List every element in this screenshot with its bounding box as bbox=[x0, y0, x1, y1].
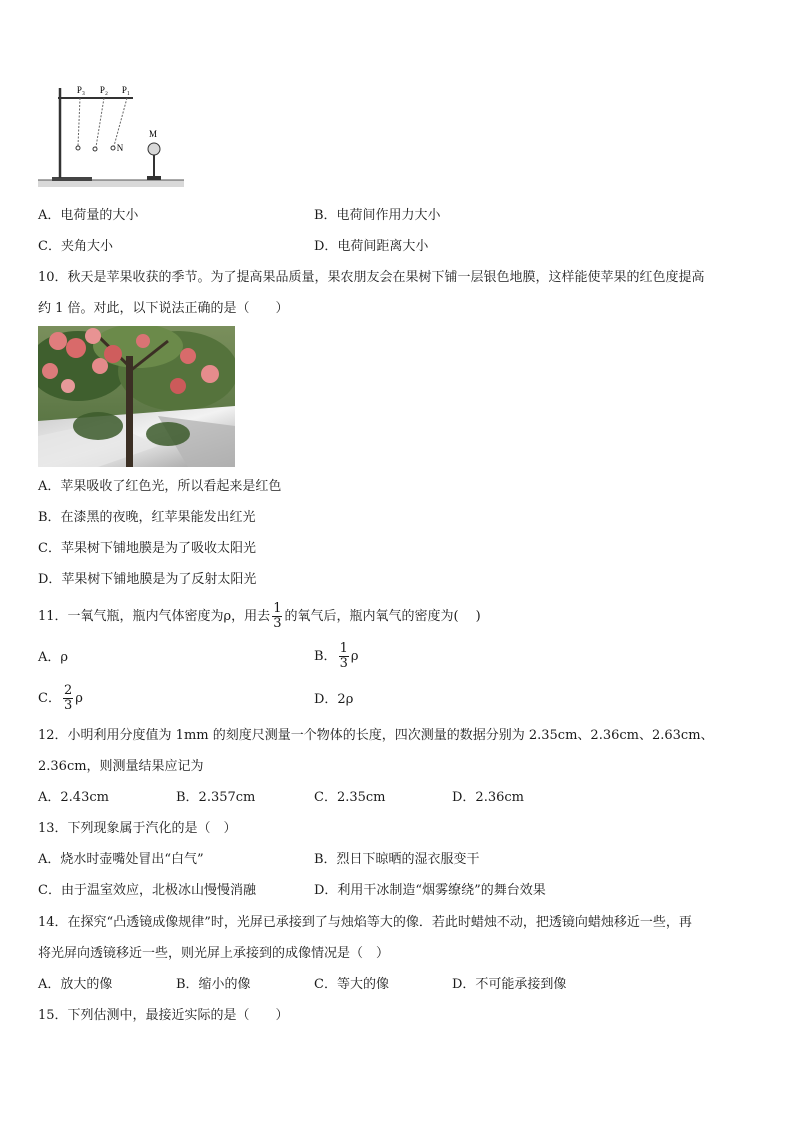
q11-option-b-prefix: B． bbox=[314, 649, 337, 664]
thread-p3 bbox=[78, 98, 80, 146]
q11-option-a: A．ρ bbox=[38, 650, 69, 665]
q12-stem-line1: 12．小明利用分度值为 1mm 的刻度尺测量一个物体的长度，四次测量的数据分别为 2.35cm、2.36cm、2.63cm、 bbox=[38, 728, 714, 743]
q12-option-a: A．2.43cm bbox=[38, 790, 109, 805]
q12-option-b: B．2.357cm bbox=[176, 790, 256, 805]
q11-option-b-denominator: 3 bbox=[339, 656, 348, 671]
q13-stem: 13．下列现象属于汽化的是（ ） bbox=[38, 821, 237, 836]
q11-option-c-numerator: 2 bbox=[63, 683, 73, 698]
q12-option-c: C．2.35cm bbox=[314, 790, 386, 805]
q13-option-a: A．烧水时壶嘴处冒出“白气” bbox=[38, 852, 204, 867]
thread-p1 bbox=[114, 98, 127, 146]
q11-option-c-prefix: C． bbox=[38, 691, 61, 706]
q10-option-d: D．苹果树下铺地膜是为了反射太阳光 bbox=[38, 572, 257, 587]
q11-option-c-denominator: 3 bbox=[63, 698, 73, 713]
q13-option-b: B．烈日下晾晒的湿衣服变干 bbox=[314, 852, 480, 867]
charge-experiment-figure bbox=[36, 80, 186, 192]
q11-fraction-denominator: 3 bbox=[273, 616, 282, 631]
q10-option-b: B．在漆黑的夜晚，红苹果能发出红光 bbox=[38, 510, 256, 525]
q11-option-b bbox=[314, 638, 359, 676]
thread-p2 bbox=[96, 98, 104, 147]
ball-p2 bbox=[93, 147, 97, 151]
label-p2: P₂ bbox=[99, 85, 109, 95]
stand-base bbox=[52, 177, 92, 181]
q9-option-c: C．夹角大小 bbox=[38, 239, 113, 254]
sphere-m bbox=[148, 143, 160, 155]
q10-stem-line2: 约 1 倍。对此，以下说法正确的是（ ） bbox=[38, 301, 289, 316]
table-surface bbox=[38, 180, 184, 187]
q11-fraction-numerator: 1 bbox=[273, 601, 282, 616]
ball-p3 bbox=[76, 146, 80, 150]
q14-option-b: B．缩小的像 bbox=[176, 977, 251, 992]
q10-option-c: C．苹果树下铺地膜是为了吸收太阳光 bbox=[38, 541, 256, 556]
q15-stem: 15．下列估测中，最接近实际的是（ ） bbox=[38, 1008, 289, 1023]
q14-option-a: A．放大的像 bbox=[38, 977, 113, 992]
q11-option-b-fraction bbox=[339, 642, 349, 671]
q14-option-c: C．等大的像 bbox=[314, 977, 389, 992]
q11-option-b-numerator: 1 bbox=[339, 641, 348, 656]
q11-option-c-suffix: ρ bbox=[75, 691, 83, 706]
q14-stem-line1: 14．在探究“凸透镜成像规律”时，光屏已承接到了与烛焰等大的像．若此时蜡烛不动，把透镜向蜡烛移近一些，再 bbox=[38, 915, 692, 930]
q11-stem-post: 的氧气后，瓶内氧气的密度为( ) bbox=[284, 609, 481, 624]
q13-option-d: D．利用干冰制造“烟雾缭绕”的舞台效果 bbox=[314, 883, 546, 898]
label-m: M bbox=[148, 129, 158, 139]
q11-stem bbox=[38, 598, 481, 636]
sphere-m-base bbox=[147, 176, 161, 180]
label-n: N bbox=[116, 143, 124, 153]
q12-stem-line2: 2.36cm，则测量结果应记为 bbox=[38, 759, 204, 774]
q11-option-c bbox=[38, 680, 83, 718]
q11-option-b-suffix: ρ bbox=[350, 649, 359, 664]
apple-orchard-photo bbox=[38, 326, 235, 467]
q11-option-d: D．2ρ bbox=[314, 692, 354, 707]
q9-option-b: B．电荷间作用力大小 bbox=[314, 208, 441, 223]
label-p3: P₃ bbox=[76, 85, 86, 95]
q11-fraction bbox=[272, 602, 282, 631]
q14-stem-line2: 将光屏向透镜移近一些，则光屏上承接到的成像情况是（ ） bbox=[38, 946, 390, 961]
q11-option-c-fraction bbox=[63, 684, 73, 713]
q10-stem-line1: 10．秋天是苹果收获的季节。为了提高果品质量，果农朋友会在果树下铺一层银色地膜，这样能使苹果的红色度提高 bbox=[38, 270, 705, 285]
ball-p1 bbox=[111, 146, 115, 150]
q13-option-c: C．由于温室效应，北极冰山慢慢消融 bbox=[38, 883, 256, 898]
label-p1: P₁ bbox=[121, 85, 131, 95]
q14-option-d: D．不可能承接到像 bbox=[452, 977, 567, 992]
q11-stem-pre: 11．一氧气瓶，瓶内气体密度为ρ，用去 bbox=[38, 609, 271, 624]
q10-option-a: A．苹果吸收了红色光，所以看起来是红色 bbox=[38, 479, 282, 494]
q9-option-d: D．电荷间距离大小 bbox=[314, 239, 429, 254]
q9-option-a: A．电荷量的大小 bbox=[38, 208, 139, 223]
q12-option-d: D．2.36cm bbox=[452, 790, 524, 805]
